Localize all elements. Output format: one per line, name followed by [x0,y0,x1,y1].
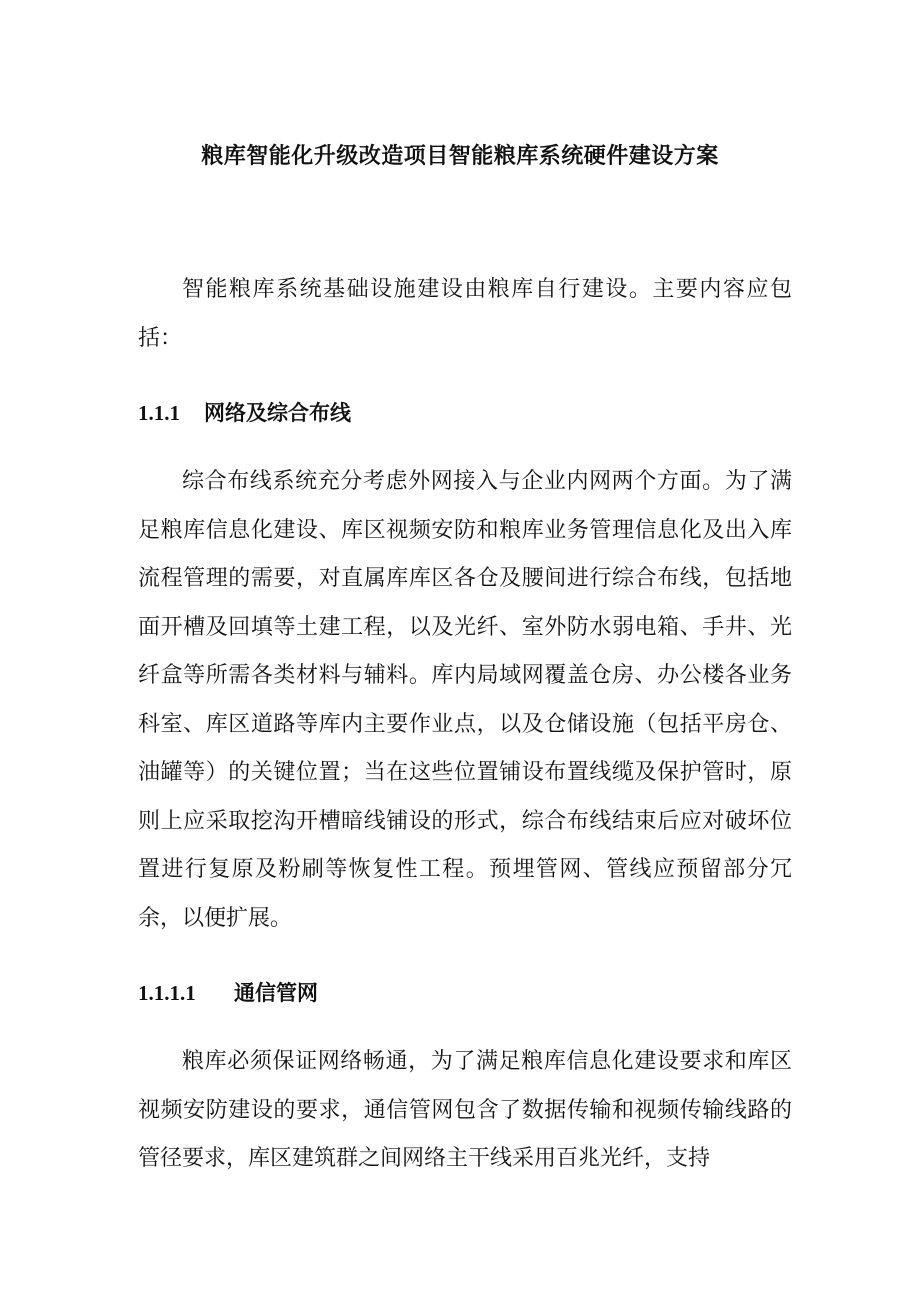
section-number: 1.1.1 [138,401,180,425]
subsection-title: 通信管网 [234,980,318,1005]
section-title: 网络及综合布线 [204,400,351,425]
section-heading-communication-pipe-network [138,973,318,1013]
subsection-number: 1.1.1.1 [138,981,196,1005]
pipe-network-paragraph: 粮库必须保证网络畅通，为了满足粮库信息化建设要求和库区视频安防建设的要求，通信管网包含了数据传输和视频传输线路的管径要求，库区建筑群之间网络主干线采用百兆光纤，支持 [138,1049,792,1171]
section-heading-network-cabling [138,393,351,433]
cabling-paragraph: 综合布线系统充分考虑外网接入与企业内网两个方面。为了满足粮库信息化建设、库区视频安防和粮库业务管理信息化及出入库流程管理的需要，对直属库库区各仓及腰间进行综合布线，包括地面开槽及回填等土建工程，以及光纤、室外防水弱电箱、手井、光纤盒等所需各类材料与辅料。库内局域网覆盖仓房、办公楼各业务科室、库区道路等库内主要作业点，以及仓储设施（包括平房仓、油罐等）的关键位置；当在这些位置铺设布置线缆及保护管时，原则上应采取挖沟开槽暗线铺设的形式，综合布线结束后应对破坏位置进行复原及粉刷等恢复性工程。预埋管网、管线应预留部分冗余，以便扩展。 [138,469,792,931]
document-title: 粮库智能化升级改造项目智能粮库系统硬件建设方案 [201,143,719,169]
intro-paragraph: 智能粮库系统基础设施建设由粮库自行建设。主要内容应包括： [138,277,792,351]
